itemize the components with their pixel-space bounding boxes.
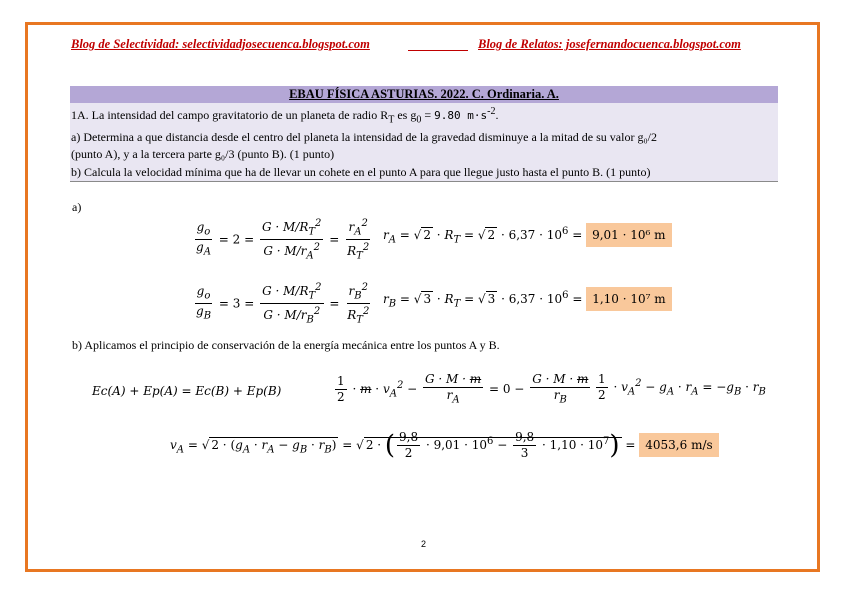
equation-gravity-ratio-b: $\frac{g_o}{g_B}$ = 3 = $\frac{G \cdot M/R_T^2}{G \cdot M/r_B^2}$ = $\frac{r_B^2}{R_T^2}$ bbox=[196, 282, 370, 326]
equation-rb-result: $r_B$ = √ $3 \cdot R_T$ = √ $3 \cdot 6,37 \cdot 10^6 = 1,10 \cdot 10^7$ m bbox=[383, 290, 672, 309]
problem-line-4: b) Calcula la velocidad mínima que ha de llevar un cohete en el punto A para que llegue justo hasta el punto B. (1 punto) bbox=[71, 164, 651, 179]
result-rb: 1,10 · 10⁷ m bbox=[586, 287, 671, 311]
part-b-label: b) Aplicamos el principio de conservación de la energía mecánica entre los puntos A y B. bbox=[72, 338, 500, 352]
equation-energy-simplified: $\frac{1}{2}$ · $v_A^2 - g_A \cdot r_A = -g_B \cdot r_B$ bbox=[598, 372, 766, 402]
page-number: 2 bbox=[421, 539, 427, 549]
problem-title: EBAU FÍSICA ASTURIAS. 2022. C. Ordinaria. A. bbox=[70, 86, 778, 103]
equation-ra-result: $r_A$ = √ $2 \cdot R_T$ = √ $2 \cdot 6,37 \cdot 10^6 = 9,01 \cdot 10^6$ m bbox=[383, 226, 672, 245]
part-a-label: a) bbox=[72, 200, 82, 214]
equation-energy-expanded: $\frac{1}{2}$ · $m \cdot v_A^2$ − $\frac{G \cdot M \cdot m}{r_A}$ = 0 − $\frac{G \cdot M \cdot m}{r_B}$ bbox=[337, 372, 589, 406]
equation-energy-conservation: Ec(A) + Ep(A) = Ec(B) + Ep(B) bbox=[92, 384, 282, 398]
result-speed: 4053,6 m/s bbox=[639, 433, 718, 457]
header-link-relatos[interactable]: Blog de Relatos: josefernandocuenca.blogspot.com bbox=[478, 37, 741, 51]
equation-speed: $v_A$ = √ $2 \cdot (g_A \cdot r_A - g_B \cdot r_B)$ = √ 2 · ( $\frac{9,8}{2}$ · $9,01 \cdot 10^6$ − $\frac{9,8}{3}$ · $1,10 \cdot 10^7) = 4053,6$ m/s bbox=[170, 430, 719, 461]
problem-text bbox=[70, 103, 778, 182]
equation-gravity-ratio-a: $\frac{g_o}{g_A}$ = 2 = $\frac{G \cdot M/R_T^2}{G \cdot M/r_A^2}$ = $\frac{r_A^2}{R_T^2}$ bbox=[196, 218, 370, 262]
header-link-selectividad[interactable]: Blog de Selectividad: selectividadjosecuenca.blogspot.com bbox=[71, 37, 370, 51]
header-underline-gap bbox=[408, 50, 468, 51]
problem-statement bbox=[70, 86, 778, 182]
problem-line-1: 1A. La intensidad del campo gravitatorio de un planeta de radio $R_T$ es $g_0 = 9.80$ $m\cdot s^{-2}$. bbox=[71, 106, 499, 126]
problem-line-3: (punto A), y a la tercera parte g₀/3 (punto B). (1 punto) bbox=[71, 147, 335, 162]
result-ra: 9,01 · 10⁶ m bbox=[586, 223, 671, 247]
problem-line-2: a) Determina a que distancia desde el centro del planeta la intensidad de la gravedad disminuye a la mitad de su valor g₀/2 bbox=[71, 129, 657, 144]
